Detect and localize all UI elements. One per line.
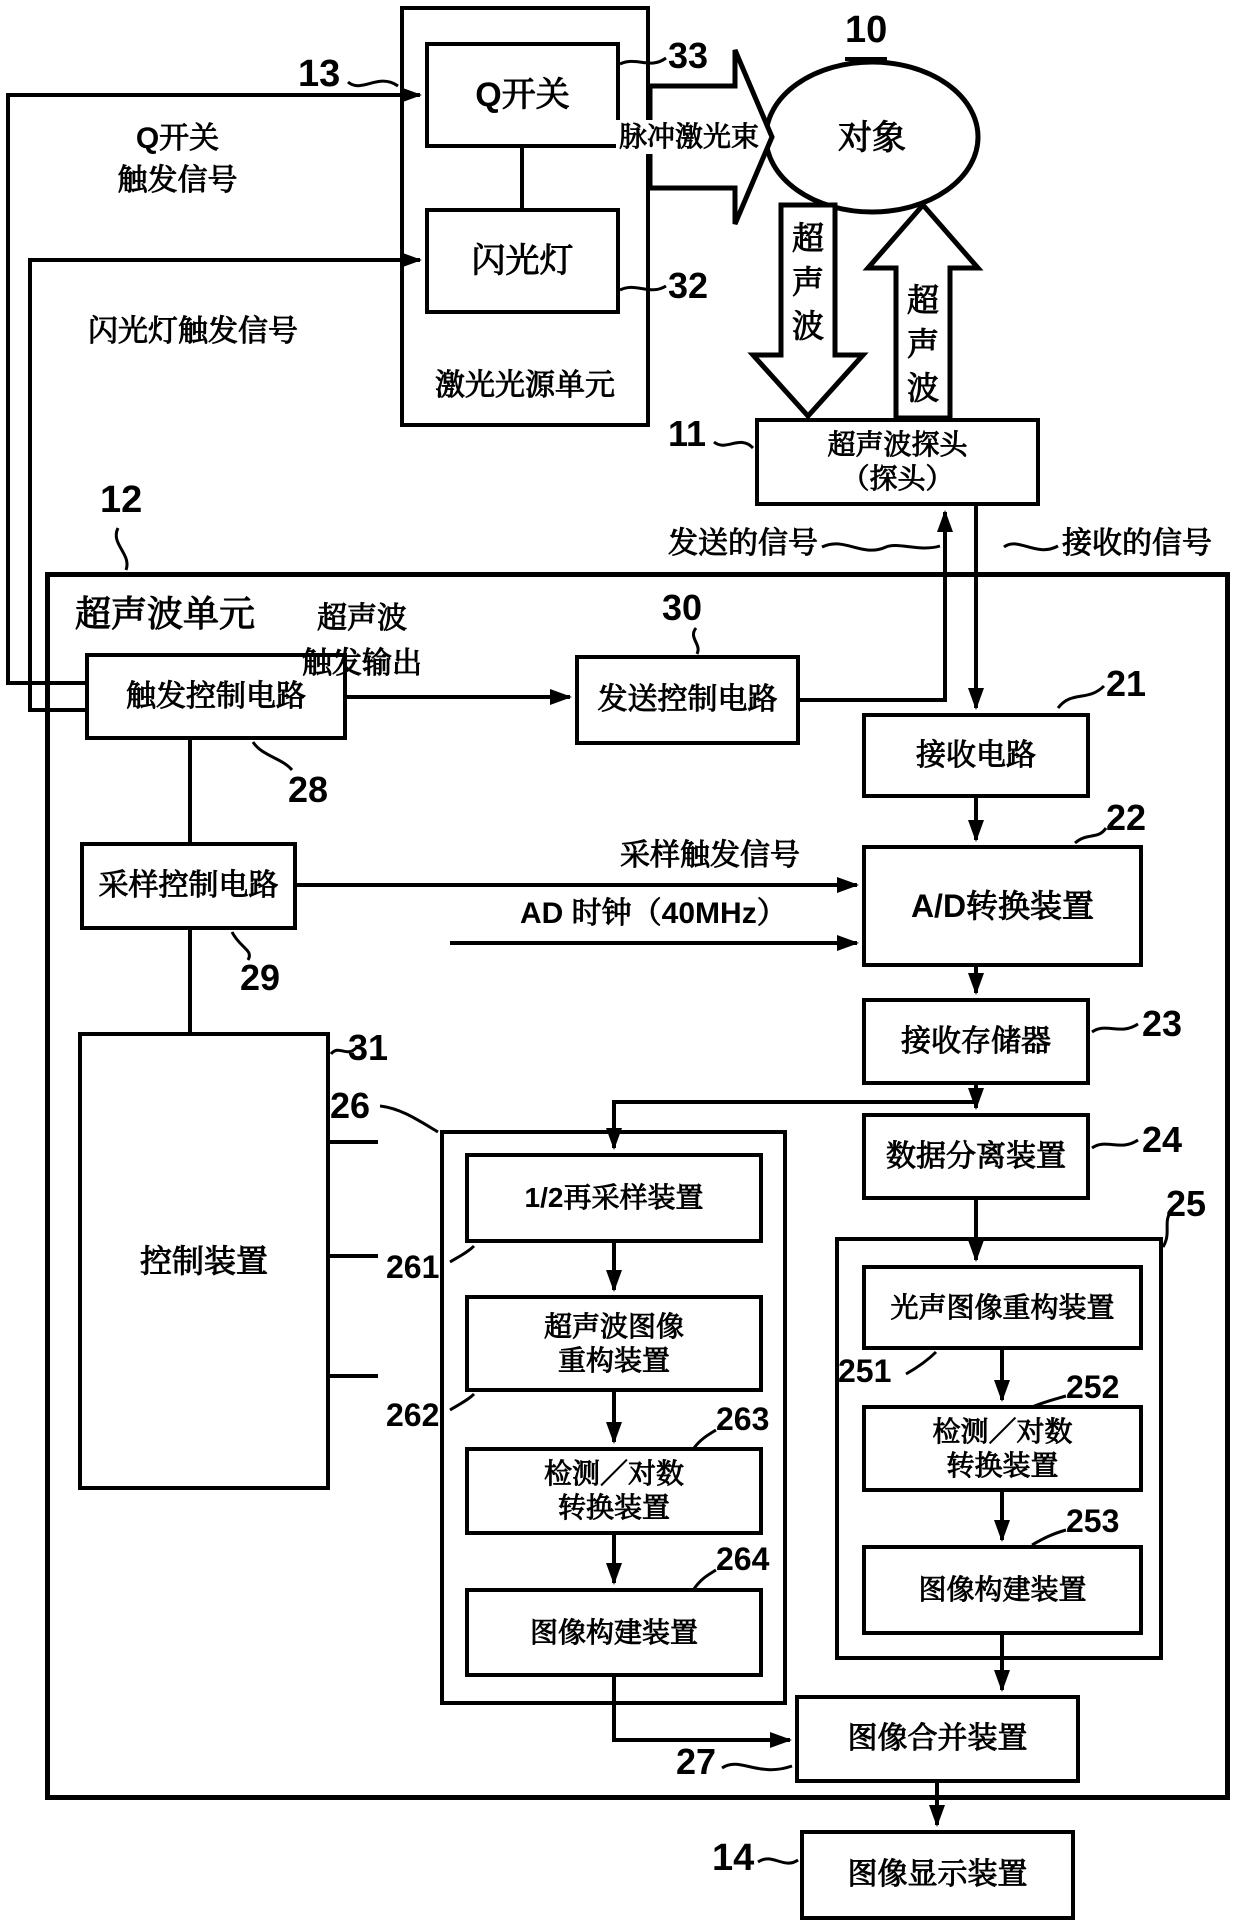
- ultrasound-down-label: 超声波: [791, 220, 824, 345]
- pa-detection-log-line1: 检测／对数: [932, 1415, 1073, 1447]
- ref-33: 33: [668, 35, 709, 76]
- ref-251: 251: [838, 1353, 892, 1389]
- ad-converter-label: A/D转换装置: [910, 887, 1095, 924]
- trigger-control-label: 触发控制电路: [126, 679, 306, 713]
- ref-27: 27: [676, 1741, 717, 1782]
- data-separation-label: 数据分离装置: [886, 1139, 1066, 1173]
- ad-clock-label: AD 时钟（40MHz）: [520, 897, 787, 930]
- flash-lamp-box: [425, 208, 620, 314]
- ref-10: 10: [845, 8, 887, 61]
- ref-252: 252: [1066, 1369, 1120, 1405]
- leader-13: [348, 81, 398, 86]
- image-merge-label: 图像合并装置: [847, 1722, 1028, 1755]
- us-detection-log-line1: 检测／对数: [543, 1458, 684, 1490]
- ref-21: 21: [1106, 663, 1147, 704]
- ref-264: 264: [716, 1541, 770, 1577]
- pa-image-construction-box: [862, 1545, 1143, 1635]
- ref-14: 14: [712, 1837, 755, 1879]
- leader-14: [758, 1859, 798, 1863]
- receive-memory-label: 接收存储器: [901, 1024, 1051, 1058]
- ref-262: 262: [386, 1397, 440, 1433]
- leader-12: [116, 528, 127, 570]
- laser-unit-label: 激光光源单元: [435, 369, 615, 402]
- image-display-label: 图像显示装置: [847, 1858, 1028, 1891]
- ref-25: 25: [1166, 1183, 1207, 1224]
- send-control-box: [575, 655, 800, 745]
- half-resampling-box: [465, 1153, 763, 1243]
- ref-28: 28: [288, 769, 329, 810]
- flash-lamp-label: 闪光灯: [471, 241, 574, 280]
- pa-reconstruction-box: [862, 1265, 1143, 1350]
- ultrasound-trigger-line2: 触发输出: [302, 647, 422, 680]
- sampling-control-label: 采样控制电路: [98, 869, 279, 902]
- pa-image-construction-label: 图像构建装置: [918, 1574, 1087, 1606]
- sampling-control-box: [80, 842, 297, 930]
- q-switch-trigger-line2: 触发信号: [117, 164, 238, 197]
- ref-31: 31: [348, 1027, 389, 1068]
- q-switch-label: Q开关: [475, 75, 570, 114]
- half-resampling-label: 1/2再采样装置: [524, 1182, 704, 1214]
- probe-line2: （探头）: [841, 463, 954, 494]
- us-detection-log-box: [465, 1447, 763, 1535]
- leader-11: [714, 442, 753, 448]
- q-switch-trigger-line1: Q开关: [135, 122, 220, 155]
- pa-reconstruction-label: 光声图像重构装置: [890, 1291, 1115, 1323]
- receive-memory-box: [862, 998, 1090, 1085]
- probe-line1: 超声波探头: [827, 429, 968, 461]
- ref-23: 23: [1142, 1003, 1183, 1044]
- image-display-box: [800, 1830, 1075, 1920]
- pulse-laser-beam-label: 脉冲激光束: [616, 120, 762, 154]
- ref-22: 22: [1106, 797, 1147, 838]
- us-reconstruction-box: [465, 1295, 763, 1392]
- ultrasound-trigger-label: [282, 596, 442, 686]
- us-detection-log-line2: 转换装置: [557, 1492, 670, 1523]
- us-image-construction-box: [465, 1588, 763, 1677]
- us-reconstruction-line2: 重构装置: [557, 1344, 670, 1376]
- ref-32: 32: [668, 265, 709, 306]
- q-switch-trigger-label: [95, 118, 260, 202]
- ref-26: 26: [330, 1085, 371, 1126]
- ref-24: 24: [1142, 1119, 1183, 1160]
- send-control-label: 发送控制电路: [597, 683, 778, 716]
- sampling-trigger-label: 采样触发信号: [620, 839, 800, 872]
- ref-253: 253: [1066, 1503, 1120, 1539]
- ref-12: 12: [100, 479, 143, 521]
- ref-13: 13: [298, 53, 341, 95]
- pa-detection-log-box: [862, 1405, 1143, 1492]
- received-signal-label: 接收的信号: [1062, 527, 1212, 560]
- ref-11: 11: [668, 413, 707, 454]
- ref-263: 263: [716, 1401, 770, 1437]
- q-switch-box: [425, 42, 620, 148]
- leader-received: [1004, 544, 1058, 550]
- ad-converter-box: [862, 845, 1143, 967]
- flash-trigger-label: 闪光灯触发信号: [88, 315, 298, 348]
- receive-circuit-box: [862, 713, 1090, 798]
- transmitted-signal-label: 发送的信号: [668, 527, 818, 560]
- leader-transmitted: [822, 544, 940, 550]
- data-separation-box: [862, 1113, 1090, 1200]
- image-merge-box: [795, 1695, 1080, 1783]
- object-label: 对象: [838, 119, 906, 157]
- control-device-box: [78, 1032, 330, 1490]
- us-reconstruction-line1: 超声波图像: [543, 1310, 684, 1342]
- pa-detection-log-line2: 转换装置: [946, 1449, 1059, 1481]
- ultrasound-up-label: 超声波: [906, 282, 939, 407]
- ref-261: 261: [386, 1249, 440, 1285]
- ref-29: 29: [240, 957, 281, 998]
- ultrasound-unit-label: 超声波单元: [75, 593, 256, 634]
- us-image-construction-label: 图像构建装置: [529, 1616, 698, 1648]
- probe-box: [755, 418, 1040, 506]
- control-device-label: 控制装置: [139, 1242, 268, 1279]
- ref-30: 30: [662, 587, 703, 628]
- receive-circuit-label: 接收电路: [916, 738, 1036, 772]
- ultrasound-trigger-line1: 超声波: [317, 602, 407, 635]
